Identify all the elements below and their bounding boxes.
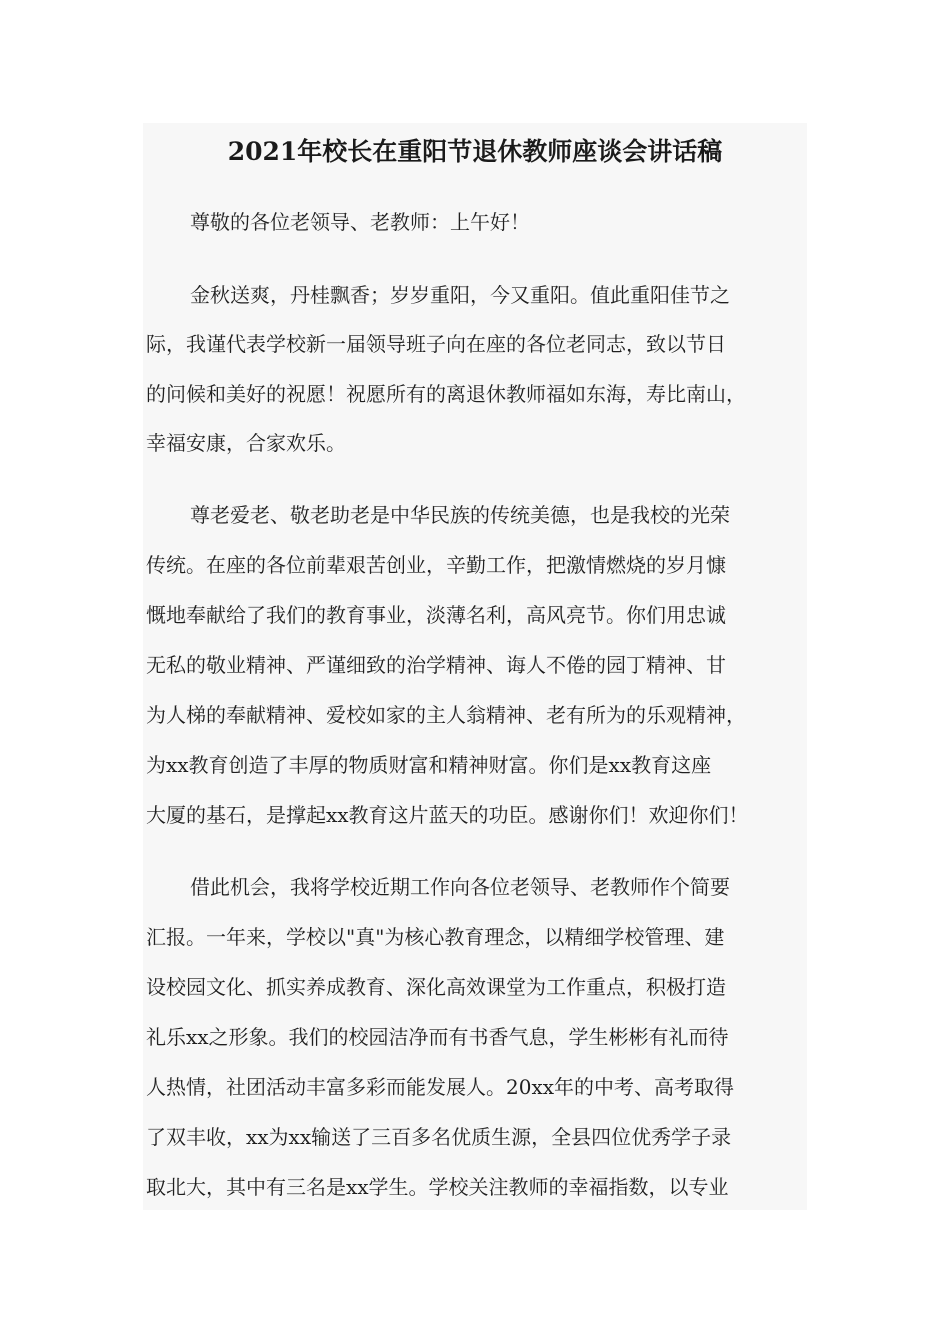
paragraph-line: 幸福安康，合家欢乐。	[146, 431, 346, 455]
paragraph-line: 尊老爱老、敬老助老是中华民族的传统美德，也是我校的光荣	[190, 503, 730, 527]
paragraph-line: 礼乐xx之形象。我们的校园洁净而有书香气息，学生彬彬有礼而待	[146, 1025, 729, 1049]
salutation: 尊敬的各位老领导、老教师：上午好！	[190, 210, 530, 234]
paragraph-line: 际，我谨代表学校新一届领导班子向在座的各位老同志，致以节日	[146, 332, 726, 356]
document-title: 2021年校长在重阳节退休教师座谈会讲话稿	[227, 137, 723, 166]
paragraph-line: 设校园文化、抓实养成教育、深化高效课堂为工作重点，积极打造	[146, 975, 726, 999]
paragraph-line: 为人梯的奉献精神、爱校如家的主人翁精神、老有所为的乐观精神，	[146, 703, 746, 727]
paragraph-line: 汇报。一年来，学校以"真"为核心教育理念，以精细学校管理、建	[146, 925, 725, 949]
paragraph-line: 了双丰收，xx为xx输送了三百多名优质生源，全县四位优秀学子录	[146, 1125, 732, 1149]
paragraph-line: 借此机会，我将学校近期工作向各位老领导、老教师作个简要	[190, 875, 730, 899]
paragraph-line: 取北大，其中有三名是xx学生。学校关注教师的幸福指数，以专业	[146, 1175, 729, 1199]
paragraph-line: 传统。在座的各位前辈艰苦创业，辛勤工作，把激情燃烧的岁月慷	[146, 553, 726, 577]
paragraph-line: 的问候和美好的祝愿！祝愿所有的离退休教师福如东海，寿比南山，	[146, 382, 746, 406]
paragraph-line: 大厦的基石，是撑起xx教育这片蓝天的功臣。感谢你们！欢迎你们！	[146, 803, 749, 827]
paragraph-line: 金秋送爽，丹桂飘香；岁岁重阳，今又重阳。值此重阳佳节之	[190, 283, 730, 307]
paragraph-line: 为xx教育创造了丰厚的物质财富和精神财富。你们是xx教育这座	[146, 753, 712, 777]
paragraph-line: 慨地奉献给了我们的教育事业，淡薄名利，高风亮节。你们用忠诚	[146, 603, 726, 627]
paragraph-line: 无私的敬业精神、严谨细致的治学精神、诲人不倦的园丁精神、甘	[146, 653, 726, 677]
paragraph-line: 人热情，社团活动丰富多彩而能发展人。20xx年的中考、高考取得	[146, 1075, 735, 1099]
